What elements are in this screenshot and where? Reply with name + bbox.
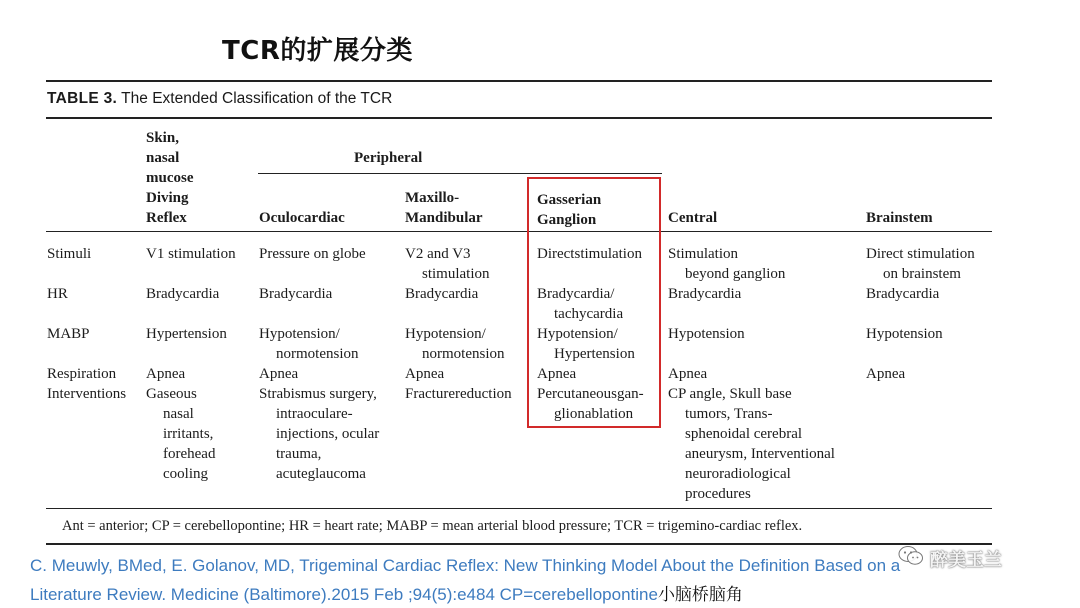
header-gasserian: Gasserian Ganglion [537, 192, 602, 228]
cell-hr-oculo: Bradycardia [259, 286, 333, 302]
cell-respiration-central: Apnea [668, 366, 708, 382]
table-bottom-rule [46, 543, 992, 545]
cell-mabp-oculo: Hypotension/ normotension [259, 326, 359, 362]
cell-hr-brainstem: Bradycardia [866, 286, 940, 302]
table-caption-text: The Extended Classification of the TCR [117, 90, 393, 107]
cell-mabp-gasserian: Hypotension/ Hypertension [537, 326, 635, 362]
cell-stimuli-brainstem: Direct stimulation on brainstem [866, 246, 975, 282]
cell-hr-maxillo: Bradycardia [405, 286, 479, 302]
cell-mabp-skin: Hypertension [146, 326, 227, 342]
cell-mabp-central: Hypotension [668, 326, 745, 342]
cell-stimuli-gasserian: Directstimulation [537, 246, 642, 262]
cell-interventions-oculo: Strabismus surgery, intraoculare- injections, ocular trauma, acuteglaucoma [259, 386, 380, 482]
row-label-stimuli: Stimuli [47, 246, 92, 262]
table-footnote: Ant = anterior; CP = cerebellopontine; HR = heart rate; MABP = mean arterial blood pressure; TCR = trigemino-cardiac reflex. [62, 518, 803, 534]
header-central: Central [668, 210, 718, 226]
body-end-rule [46, 508, 992, 509]
citation-line-2-text: Literature Review. Medicine (Baltimore).2015 Feb ;94(5):e484 CP=cerebellopontine [30, 585, 658, 604]
caption-rule [46, 117, 992, 119]
cell-hr-central: Bradycardia [668, 286, 742, 302]
cell-respiration-gasserian: Apnea [537, 366, 577, 382]
table-caption-label: TABLE 3. [47, 90, 118, 107]
cell-hr-skin: Bradycardia [146, 286, 220, 302]
gasserian-highlight-box [527, 177, 661, 428]
citation-line-2 [30, 580, 743, 605]
row-label-mabp: MABP [47, 326, 90, 342]
citation-line-2-cn: 小脑桥脑角 [657, 585, 743, 604]
cell-respiration-skin: Apnea [146, 366, 186, 382]
table-top-rule [46, 80, 992, 82]
cell-stimuli-maxillo: V2 and V3 stimulation [405, 246, 490, 282]
wechat-icon [898, 545, 924, 572]
cell-hr-gasserian: Bradycardia/ tachycardia [537, 286, 624, 322]
cell-stimuli-oculo: Pressure on globe [259, 246, 366, 262]
cell-interventions-skin: Gaseous nasal irritants, forehead cooling [146, 386, 216, 482]
cell-mabp-maxillo: Hypotension/ normotension [405, 326, 505, 362]
row-label-respiration: Respiration [47, 366, 117, 382]
header-maxillo: Maxillo- Mandibular [405, 190, 483, 226]
row-label-hr: HR [47, 286, 68, 302]
cell-interventions-gasserian: Percutaneousgan- glionablation [537, 386, 644, 422]
cell-stimuli-central: Stimulation beyond ganglion [668, 246, 786, 282]
watermark [898, 545, 1002, 572]
citation-line-1: C. Meuwly, BMed, E. Golanov, MD, Trigeminal Cardiac Reflex: New Thinking Model About the Definition Based on a [30, 556, 901, 575]
cell-respiration-maxillo: Apnea [405, 366, 445, 382]
cell-respiration-brainstem: Apnea [866, 366, 906, 382]
watermark-text: 醉美玉兰 [930, 549, 1002, 571]
cell-interventions-maxillo: Fracturereduction [405, 386, 512, 402]
header-oculocardiac: Oculocardiac [259, 210, 345, 226]
cell-interventions-central: CP angle, Skull base tumors, Trans- sphenoidal cerebral aneurysm, Interventional neuroradiological procedures [668, 386, 835, 502]
row-label-interventions: Interventions [47, 386, 127, 402]
table-caption [47, 90, 392, 108]
header-rule [46, 231, 992, 232]
header-skin: Skin, nasal mucose Diving Reflex [146, 130, 194, 226]
cell-stimuli-skin: V1 stimulation [146, 246, 236, 262]
slide-title: TCR的扩展分类 [222, 36, 413, 66]
cell-mabp-brainstem: Hypotension [866, 326, 943, 342]
header-peripheral-group: Peripheral [354, 150, 423, 166]
cell-respiration-oculo: Apnea [259, 366, 299, 382]
peripheral-group-rule [258, 173, 662, 174]
header-brainstem: Brainstem [866, 210, 933, 226]
